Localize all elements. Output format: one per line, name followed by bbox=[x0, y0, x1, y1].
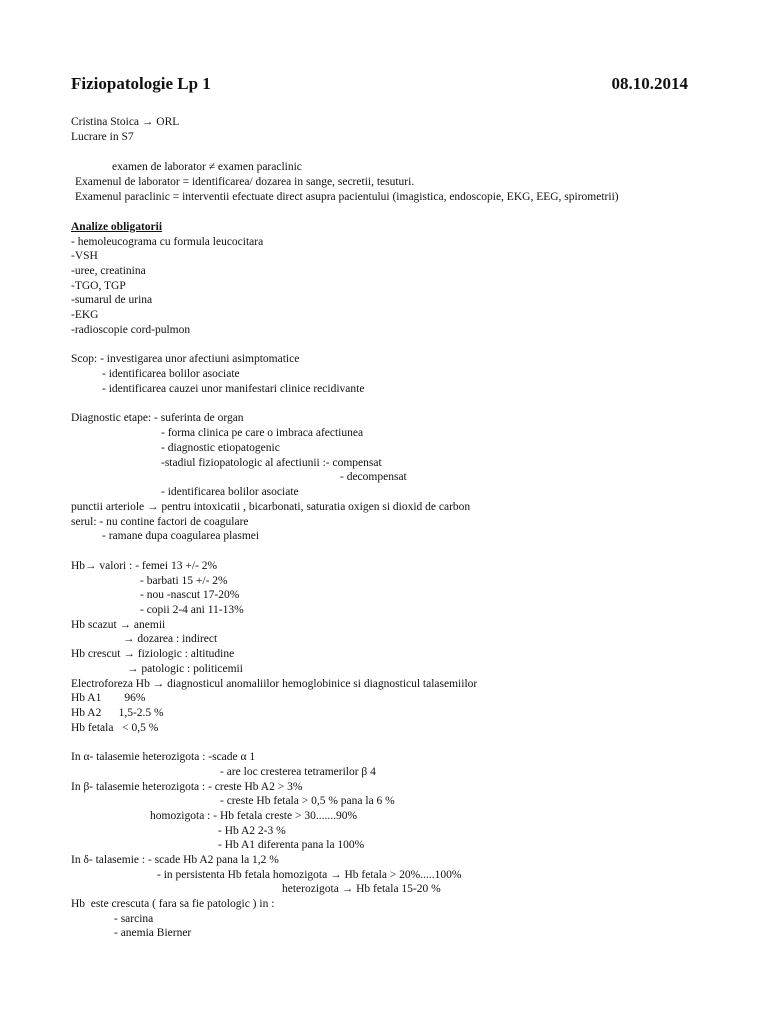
hb-line: Hb A1 96% bbox=[71, 692, 146, 704]
scop-line: - identificarea bolilor asociate bbox=[102, 368, 240, 380]
hb-line: Hb fetala < 0,5 % bbox=[71, 722, 159, 734]
talasemie-line: Hb este crescuta ( fara sa fie patologic ) in : bbox=[71, 898, 275, 910]
hb-line: Electroforeza Hb → diagnosticul anomaliilor hemoglobinice si diagnosticul talasemiilor bbox=[71, 678, 478, 690]
talasemie-line: - are loc cresterea tetramerilor β 4 bbox=[220, 766, 376, 778]
hb-line: → dozarea : indirect bbox=[123, 633, 218, 645]
diagnostic-line: Diagnostic etape: - suferinta de organ bbox=[71, 412, 244, 424]
diagnostic-line: - diagnostic etiopatogenic bbox=[161, 442, 280, 454]
diagnostic-line: - forma clinica pe care o imbraca afectiunea bbox=[161, 427, 364, 439]
talasemie-line: - anemia Bierner bbox=[114, 927, 192, 939]
hb-line: Hb→ valori : - femei 13 +/- 2% bbox=[71, 560, 218, 572]
list-item: -sumarul de urina bbox=[71, 294, 153, 306]
intro-line: Examenul paraclinic = interventii efectuate direct asupra pacientului (imagistica, endoscopie, EKG, EEG, spirometrii) bbox=[75, 191, 619, 203]
list-item: - hemoleucograma cu formula leucocitara bbox=[71, 236, 264, 248]
document-title: Fiziopatologie Lp 1 bbox=[71, 74, 211, 93]
list-item: -VSH bbox=[71, 250, 98, 262]
hb-line: Hb crescut → fiziologic : altitudine bbox=[71, 648, 235, 660]
diagnostic-line: - identificarea bolilor asociate bbox=[161, 486, 299, 498]
talasemie-line: heterozigota → Hb fetala 15-20 % bbox=[282, 883, 441, 895]
hb-line: Hb A2 1,5-2.5 % bbox=[71, 707, 164, 719]
section-heading: Analize obligatorii bbox=[71, 221, 163, 233]
talasemie-line: In α- talasemie heterozigota : -scade α 1 bbox=[71, 751, 256, 763]
hb-line: - barbati 15 +/- 2% bbox=[140, 575, 228, 587]
intro-line: examen de laborator ≠ examen paraclinic bbox=[112, 161, 302, 173]
diagnostic-line: -stadiul fiziopatologic al afectiunii :- compensat bbox=[161, 457, 382, 469]
hb-line: → patologic : politicemii bbox=[127, 663, 243, 675]
talasemie-line: - Hb A2 2-3 % bbox=[218, 825, 286, 837]
talasemie-line: - sarcina bbox=[114, 913, 154, 925]
list-item: -EKG bbox=[71, 309, 99, 321]
hb-line: - copii 2-4 ani 11-13% bbox=[140, 604, 244, 616]
talasemie-line: - creste Hb fetala > 0,5 % pana la 6 % bbox=[220, 795, 395, 807]
diagnostic-line: punctii arteriole → pentru intoxicatii , bicarbonati, saturatia oxigen si dioxid de carbon bbox=[71, 501, 471, 513]
list-item: -uree, creatinina bbox=[71, 265, 146, 277]
list-item: -TGO, TGP bbox=[71, 280, 126, 292]
diagnostic-line: serul: - nu contine factori de coagulare bbox=[71, 516, 249, 528]
intro-line: Examenul de laborator = identificarea/ dozarea in sange, secretii, tesuturi. bbox=[75, 176, 415, 188]
list-item: -radioscopie cord-pulmon bbox=[71, 324, 191, 336]
talasemie-line: In β- talasemie heterozigota : - creste Hb A2 > 3% bbox=[71, 781, 303, 793]
hb-line: - nou -nascut 17-20% bbox=[140, 589, 240, 601]
scop-line: Scop: - investigarea unor afectiuni asimptomatice bbox=[71, 353, 300, 365]
author-line: Cristina Stoica → ORL bbox=[71, 116, 180, 128]
diagnostic-line: - ramane dupa coagularea plasmei bbox=[102, 530, 260, 542]
talasemie-line: - Hb A1 diferenta pana la 100% bbox=[218, 839, 365, 851]
hb-line: Hb scazut → anemii bbox=[71, 619, 166, 631]
scop-line: - identificarea cauzei unor manifestari clinice recidivante bbox=[102, 383, 365, 395]
talasemie-line: - in persistenta Hb fetala homozigota → Hb fetala > 20%.....100% bbox=[157, 869, 462, 881]
diagnostic-line: - decompensat bbox=[340, 471, 407, 483]
talasemie-line: homozigota : - Hb fetala creste > 30.......90% bbox=[150, 810, 358, 822]
document-date: 08.10.2014 bbox=[611, 74, 688, 93]
talasemie-line: In δ- talasemie : - scade Hb A2 pana la 1,2 % bbox=[71, 854, 279, 866]
location-line: Lucrare in S7 bbox=[71, 131, 134, 143]
